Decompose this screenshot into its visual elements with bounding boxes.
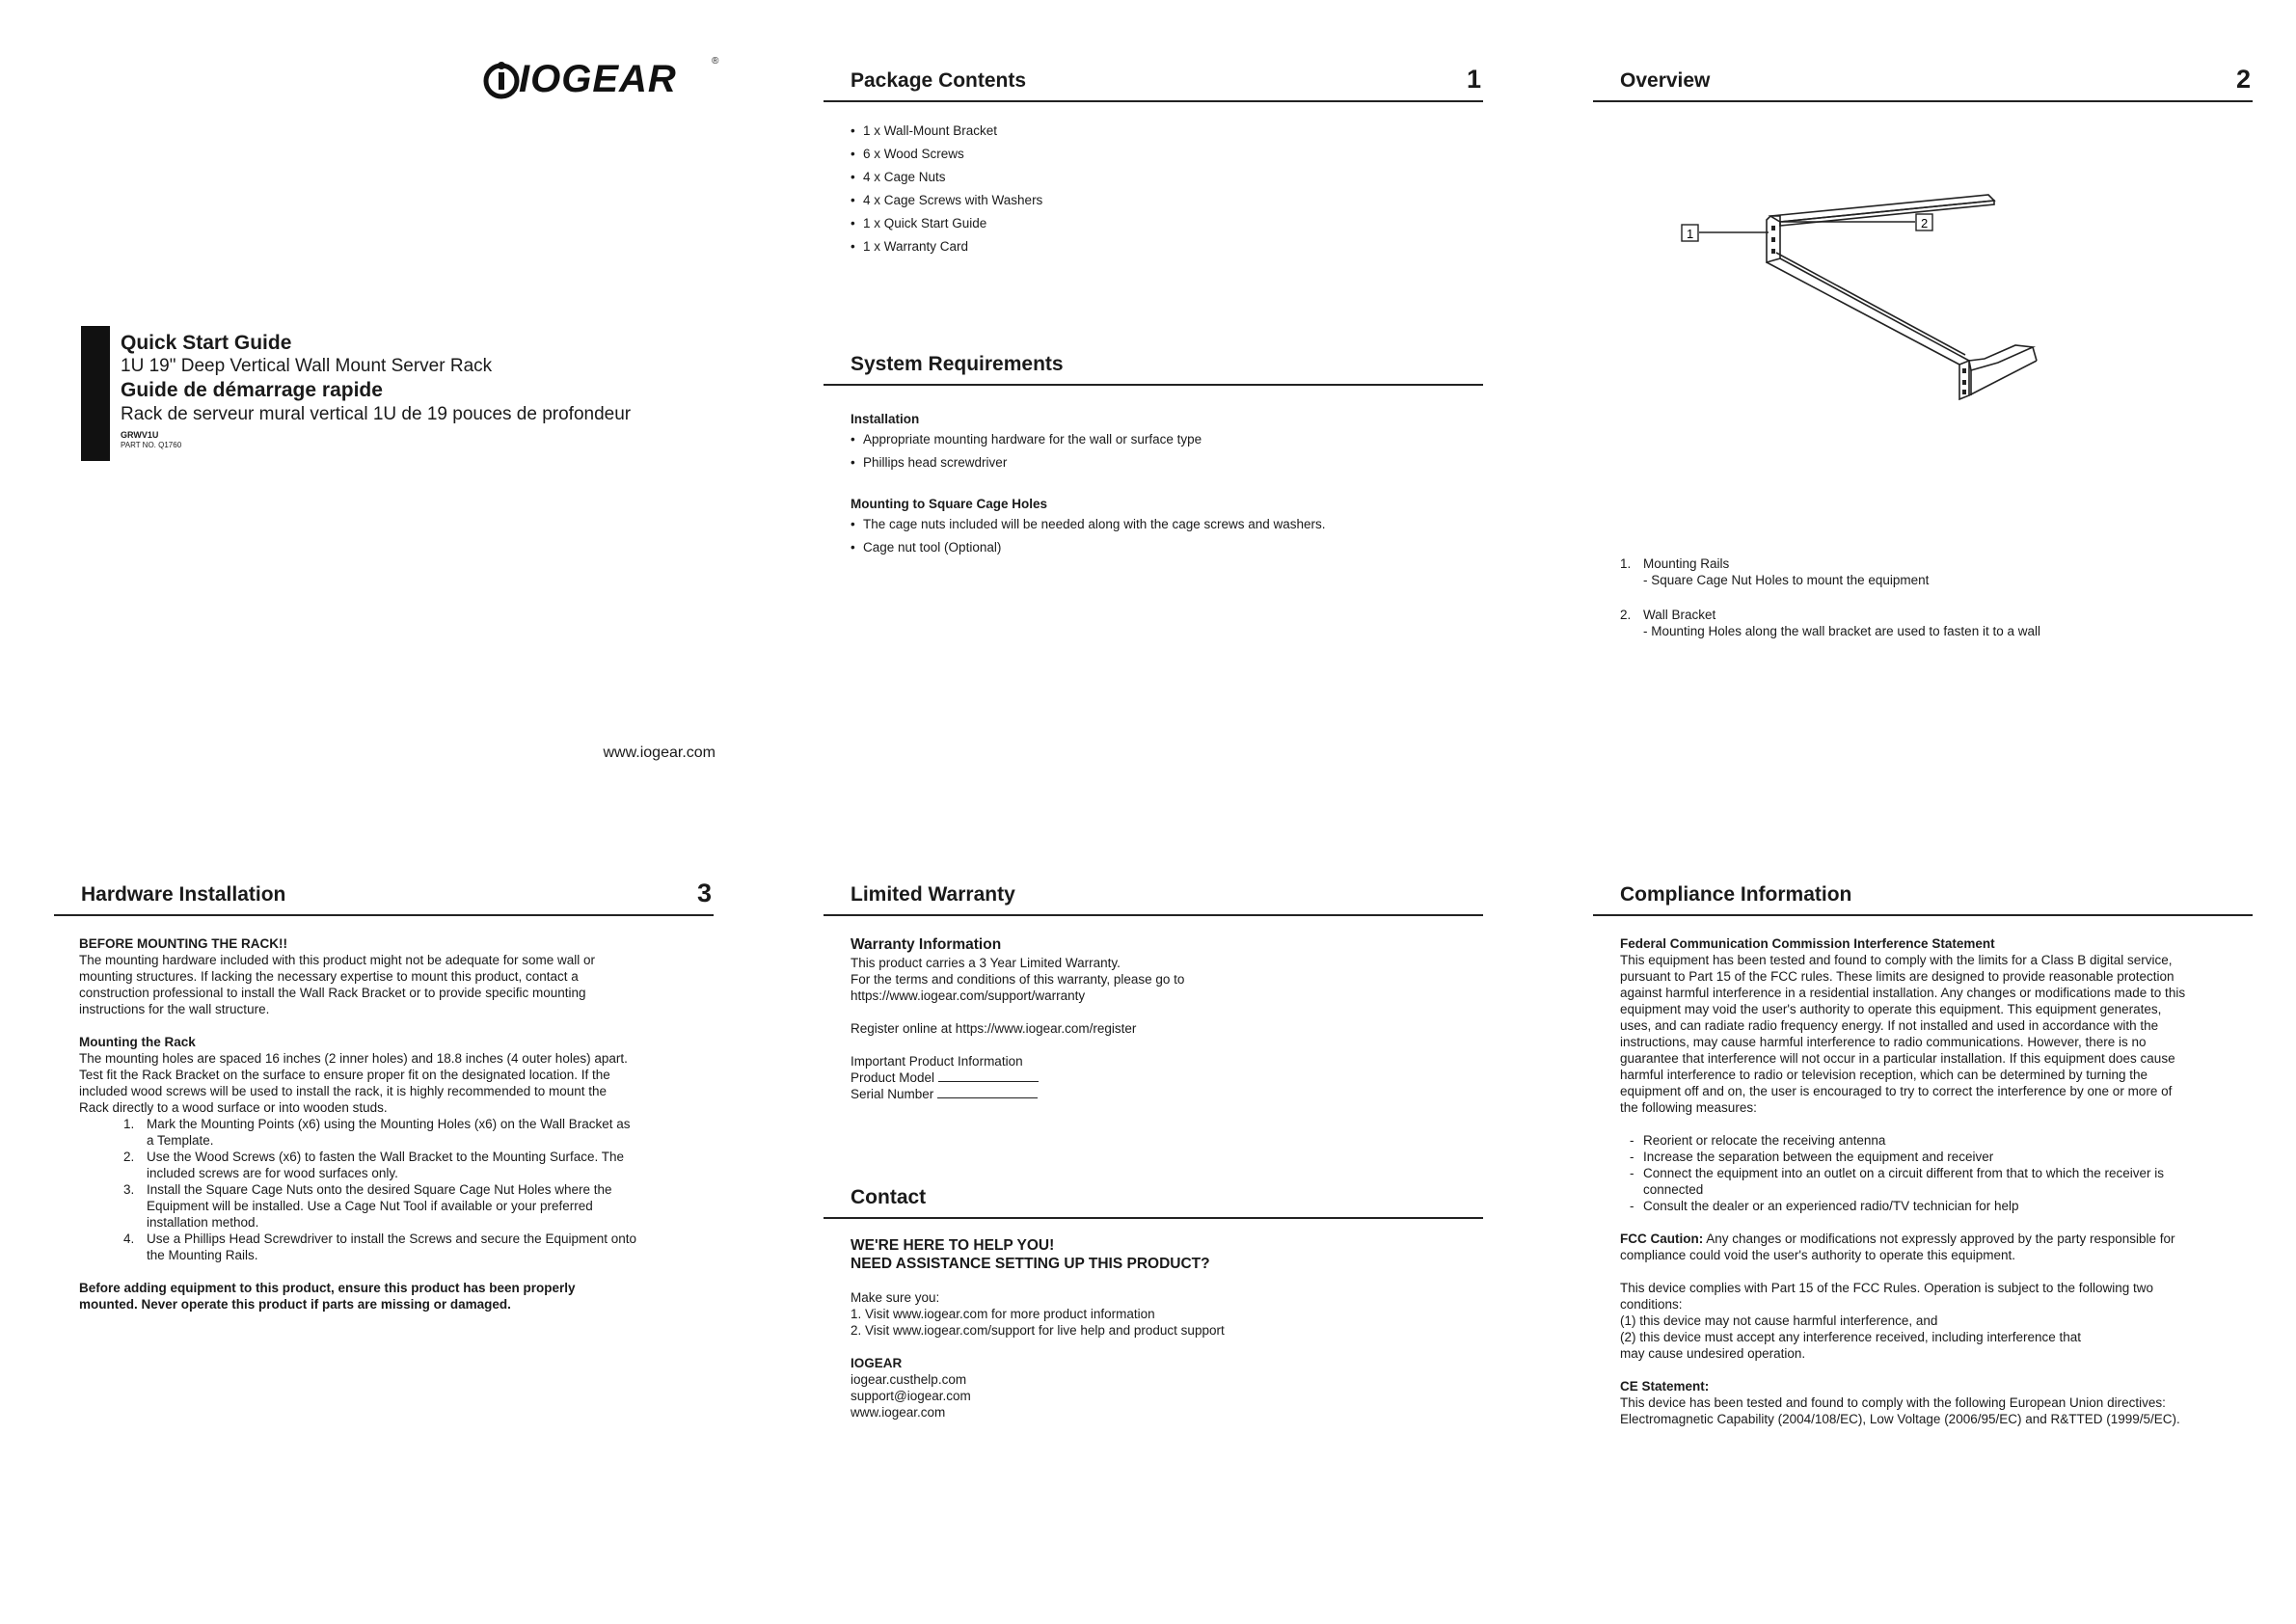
help-line-1: WE'RE HERE TO HELP YOU! xyxy=(851,1237,1055,1254)
text-line: equipment may void the user's authority to operate this equipment. This equipment generates, xyxy=(1620,1002,2162,1016)
cover-title-block xyxy=(121,332,631,450)
list-item: • Cage nut tool (Optional) xyxy=(851,536,1468,559)
legend-num: 1. xyxy=(1620,556,1632,571)
title-fr: Guide de démarrage rapide xyxy=(121,379,383,401)
list-item: • 6 x Wood Screws xyxy=(851,143,1042,166)
serial-number-row xyxy=(851,1086,1468,1102)
compliance-header xyxy=(1593,872,2253,916)
text-line: Mark the Mounting Points (x6) using the Mounting Holes (x6) on the Wall Bracket as xyxy=(147,1117,631,1131)
product-model-label: Product Model xyxy=(851,1070,935,1085)
subtitle-fr: Rack de serveur mural vertical 1U de 19 pouces de profondeur xyxy=(121,404,632,424)
compliance-body xyxy=(1620,935,2247,1427)
help-line-2: NEED ASSISTANCE SETTING UP THIS PRODUCT? xyxy=(851,1256,1210,1272)
subtitle-en: 1U 19" Deep Vertical Wall Mount Server Rack xyxy=(121,356,493,376)
product-model-row xyxy=(851,1069,1468,1086)
list-item: • 1 x Quick Start Guide xyxy=(851,212,1042,235)
legend-num: 2. xyxy=(1620,608,1632,622)
package-header xyxy=(824,58,1483,102)
text-line: installation method. xyxy=(147,1215,259,1230)
contact-title: Contact xyxy=(851,1186,927,1208)
contact-header xyxy=(824,1175,1483,1219)
list-item: • Appropriate mounting hardware for the wall or surface type xyxy=(851,428,1468,451)
text-line: guarantee that interference will not occur in a particular installation. If this equipment does cause xyxy=(1620,1051,2175,1066)
legend-desc: - Mounting Holes along the wall bracket are used to fasten it to a wall xyxy=(1643,624,2040,638)
hardware-panel xyxy=(54,872,714,1354)
text-line: Electromagnetic Capability (2004/108/EC), Low Voltage (2006/95/EC) and R&TTED (1999/5/EC). xyxy=(1620,1412,2180,1426)
measure-text: Increase the separation between the equipment and receiver xyxy=(1643,1150,1994,1164)
fcc-heading: Federal Communication Commission Interference Statement xyxy=(1620,936,1995,951)
serial-number-blank xyxy=(937,1086,1038,1098)
hardware-title: Hardware Installation xyxy=(81,883,286,906)
compliance-panel xyxy=(1593,872,2253,1450)
register-link[interactable]: Register online at https://www.iogear.com/register xyxy=(851,1021,1137,1036)
visit-line-1[interactable]: 1. Visit www.iogear.com for more product information xyxy=(851,1307,1155,1321)
overview-title: Overview xyxy=(1620,69,1711,92)
company-name: IOGEAR xyxy=(851,1356,903,1370)
step-item xyxy=(123,1116,706,1149)
contact-body xyxy=(851,1236,1468,1421)
text-line: conditions: xyxy=(1620,1297,1683,1312)
warranty-link[interactable]: https://www.iogear.com/support/warranty xyxy=(851,988,1086,1003)
measure-text: Connect the equipment into an outlet on a circuit different from that to which the receiver is connected xyxy=(1643,1166,2165,1197)
product-model-blank xyxy=(938,1069,1039,1082)
caution-text: Any changes or modifications not expressly approved by the party responsible for xyxy=(1703,1232,2175,1246)
text-line: Rack directly to a wood surface or into wooden studs. xyxy=(79,1100,388,1115)
callout-number-1: 1 xyxy=(1687,227,1694,241)
iogear-logo-text: IOGEAR xyxy=(519,58,677,100)
legend-item xyxy=(1620,607,2040,623)
cover-black-bar xyxy=(81,326,110,461)
title-en: Quick Start Guide xyxy=(121,332,292,354)
warranty-panel xyxy=(824,872,1483,1123)
text-line: This equipment has been tested and found to comply with the limits for a Class B digital service, xyxy=(1620,953,2173,967)
text-line: Test fit the Rack Bracket on the surface to ensure proper fit on the designated location. If the xyxy=(79,1068,610,1082)
list-item: • 4 x Cage Nuts xyxy=(851,166,1042,189)
warning-line: Before adding equipment to this product, ensure this product has been properly xyxy=(79,1281,576,1295)
package-panel xyxy=(824,58,1483,386)
step-num: 3. xyxy=(123,1182,135,1197)
step-num: 1. xyxy=(123,1117,135,1131)
legend-label: Mounting Rails xyxy=(1643,556,1730,571)
legend-label: Wall Bracket xyxy=(1643,608,1716,622)
warranty-body xyxy=(851,935,1468,1102)
compliance-title: Compliance Information xyxy=(1620,883,1852,906)
important-info: Important Product Information xyxy=(851,1054,1023,1069)
serial-number-label: Serial Number xyxy=(851,1087,934,1101)
callout-number-2: 2 xyxy=(1921,216,1929,230)
text-line: equipment off and on, the user is encouraged to try to correct the interference by one or more of xyxy=(1620,1084,2173,1098)
iogear-logo xyxy=(480,56,721,102)
list-item: • 1 x Wall-Mount Bracket xyxy=(851,120,1042,143)
before-heading: BEFORE MOUNTING THE RACK!! xyxy=(79,936,287,951)
text-line: instructions, may cause harmful interference to radio communications. However, there is no xyxy=(1620,1035,2147,1049)
make-sure: Make sure you: xyxy=(851,1290,940,1305)
text-line: mounting structures. If lacking the necessary expertise to mount this product, contact a xyxy=(79,969,579,984)
text-line: pursuant to Part 15 of the FCC rules. These limits are designed to provide reasonable protection xyxy=(1620,969,2174,984)
list-item: • 4 x Cage Screws with Washers xyxy=(851,189,1042,212)
text-line: Install the Square Cage Nuts onto the desired Square Cage Nut Holes where the xyxy=(147,1182,612,1197)
step-item xyxy=(123,1231,706,1263)
overview-header xyxy=(1593,58,2253,102)
hardware-header xyxy=(54,872,714,916)
list-item: • The cage nuts included will be needed along with the cage screws and washers. xyxy=(851,513,1468,536)
text-line: included screws are for wood surfaces only. xyxy=(147,1166,398,1180)
hardware-body xyxy=(79,935,706,1313)
list-item: • 1 x Warranty Card xyxy=(851,235,1042,258)
package-title: Package Contents xyxy=(851,69,1027,92)
text-line: may cause undesired operation. xyxy=(1620,1346,1806,1361)
part-number: PART NO. Q1760 xyxy=(121,441,182,449)
list-item: - Reorient or relocate the receiving antenna xyxy=(1630,1133,1886,1148)
rack-bracket-diagram xyxy=(1680,191,2162,413)
overview-panel xyxy=(1593,58,2253,675)
warranty-header xyxy=(824,872,1483,916)
cover-panel xyxy=(77,39,719,771)
text-line: instructions for the wall structure. xyxy=(79,1002,270,1016)
list-item: - Consult the dealer or an experienced radio/TV technician for help xyxy=(1630,1199,2019,1213)
measure-text: Reorient or relocate the receiving antenna xyxy=(1643,1133,1886,1148)
text-line: This device complies with Part 15 of the FCC Rules. Operation is subject to the following two xyxy=(1620,1281,2153,1295)
list-item: - Connect the equipment into an outlet on a circuit different from that to which the receiver is connected xyxy=(1620,1165,2247,1198)
text-line: the Mounting Rails. xyxy=(147,1248,258,1262)
text-line: Use a Phillips Head Screwdriver to install the Screws and secure the Equipment onto xyxy=(147,1232,637,1246)
text-line: This device has been tested and found to comply with the following European Union directives: xyxy=(1620,1395,2166,1410)
text-line: compliance could void the user's authority to operate this equipment. xyxy=(1620,1248,2016,1262)
model-number: GRWV1U xyxy=(121,430,159,440)
cover-website[interactable]: www.iogear.com xyxy=(603,744,716,761)
text-line: construction professional to install the Wall Rack Bracket or to provide specific mounting xyxy=(79,986,586,1000)
text-line: the following measures: xyxy=(1620,1100,1757,1115)
sysreq-panel xyxy=(824,341,1483,592)
overview-legend xyxy=(1620,555,2040,639)
visit-line-2[interactable]: 2. Visit www.iogear.com/support for live help and product support xyxy=(851,1323,1225,1338)
text-line: (1) this device may not cause harmful interference, and xyxy=(1620,1313,1938,1328)
text-line: Use the Wood Screws (x6) to fasten the Wall Bracket to the Mounting Surface. The xyxy=(147,1150,624,1164)
warranty-title: Limited Warranty xyxy=(851,883,1015,906)
list-item: - Increase the separation between the equipment and receiver xyxy=(1630,1150,1994,1164)
text-line: uses, and can radiate radio frequency energy. If not installed and used in accordance with the xyxy=(1620,1018,2159,1033)
package-list xyxy=(851,120,1042,258)
contact-panel xyxy=(824,1175,1483,1464)
website-link[interactable]: www.iogear.com xyxy=(851,1405,946,1420)
text-line: Equipment will be installed. Use a Cage Nut Tool if available or your preferred xyxy=(147,1199,593,1213)
cage-heading: Mounting to Square Cage Holes xyxy=(851,497,1048,511)
mounting-heading: Mounting the Rack xyxy=(79,1035,196,1049)
measure-text: Consult the dealer or an experienced radio/TV technician for help xyxy=(1643,1199,2019,1213)
page-number-3: 3 xyxy=(696,879,712,907)
measures-list xyxy=(1620,1132,2247,1214)
step-item xyxy=(123,1149,706,1181)
installation-heading: Installation xyxy=(851,412,920,426)
step-num: 4. xyxy=(123,1232,135,1246)
text-line: included wood screws will be used to install the rack, it is highly recommended to mount the xyxy=(79,1084,608,1098)
sysreq-title: System Requirements xyxy=(851,353,1064,375)
page-number-1: 1 xyxy=(1466,65,1481,94)
text-line: The mounting hardware included with this product might not be adequate for some wall or xyxy=(79,953,596,967)
step-num: 2. xyxy=(123,1150,135,1164)
warranty-info-heading: Warranty Information xyxy=(851,936,1002,953)
ce-heading: CE Statement: xyxy=(1620,1379,1710,1394)
custhelp-link[interactable]: iogear.custhelp.com xyxy=(851,1372,967,1387)
wall-bracket-shape xyxy=(1767,195,2037,399)
sysreq-body xyxy=(851,411,1468,559)
sysreq-header xyxy=(824,341,1483,386)
step-item xyxy=(123,1181,706,1231)
text-line: This product carries a 3 Year Limited Warranty. xyxy=(851,956,1121,970)
text-line: a Template. xyxy=(147,1133,214,1148)
caution-label: FCC Caution: xyxy=(1620,1232,1704,1246)
text-line: (2) this device must accept any interference received, including interference that xyxy=(1620,1330,2081,1344)
text-line: against harmful interference in a residential installation. Any changes or modifications made to this xyxy=(1620,986,2186,1000)
warning-line: mounted. Never operate this product if parts are missing or damaged. xyxy=(79,1297,511,1312)
legend-desc: - Square Cage Nut Holes to mount the equipment xyxy=(1643,573,1930,587)
support-email[interactable]: support@iogear.com xyxy=(851,1389,971,1403)
fcc-caution xyxy=(1620,1231,2247,1247)
text-line: harmful interference to radio or television reception, which can be determined by turning the xyxy=(1620,1068,2148,1082)
steps-list xyxy=(79,1116,706,1263)
text-line: The mounting holes are spaced 16 inches (2 inner holes) and 18.8 inches (4 outer holes) apart. xyxy=(79,1051,628,1066)
text-line: For the terms and conditions of this warranty, please go to xyxy=(851,972,1185,987)
mounting-holes xyxy=(1771,226,1966,394)
registered-mark: ® xyxy=(712,56,719,67)
list-item: • Phillips head screwdriver xyxy=(851,451,1468,474)
page-number-2: 2 xyxy=(2235,65,2251,94)
legend-item xyxy=(1620,555,2040,572)
